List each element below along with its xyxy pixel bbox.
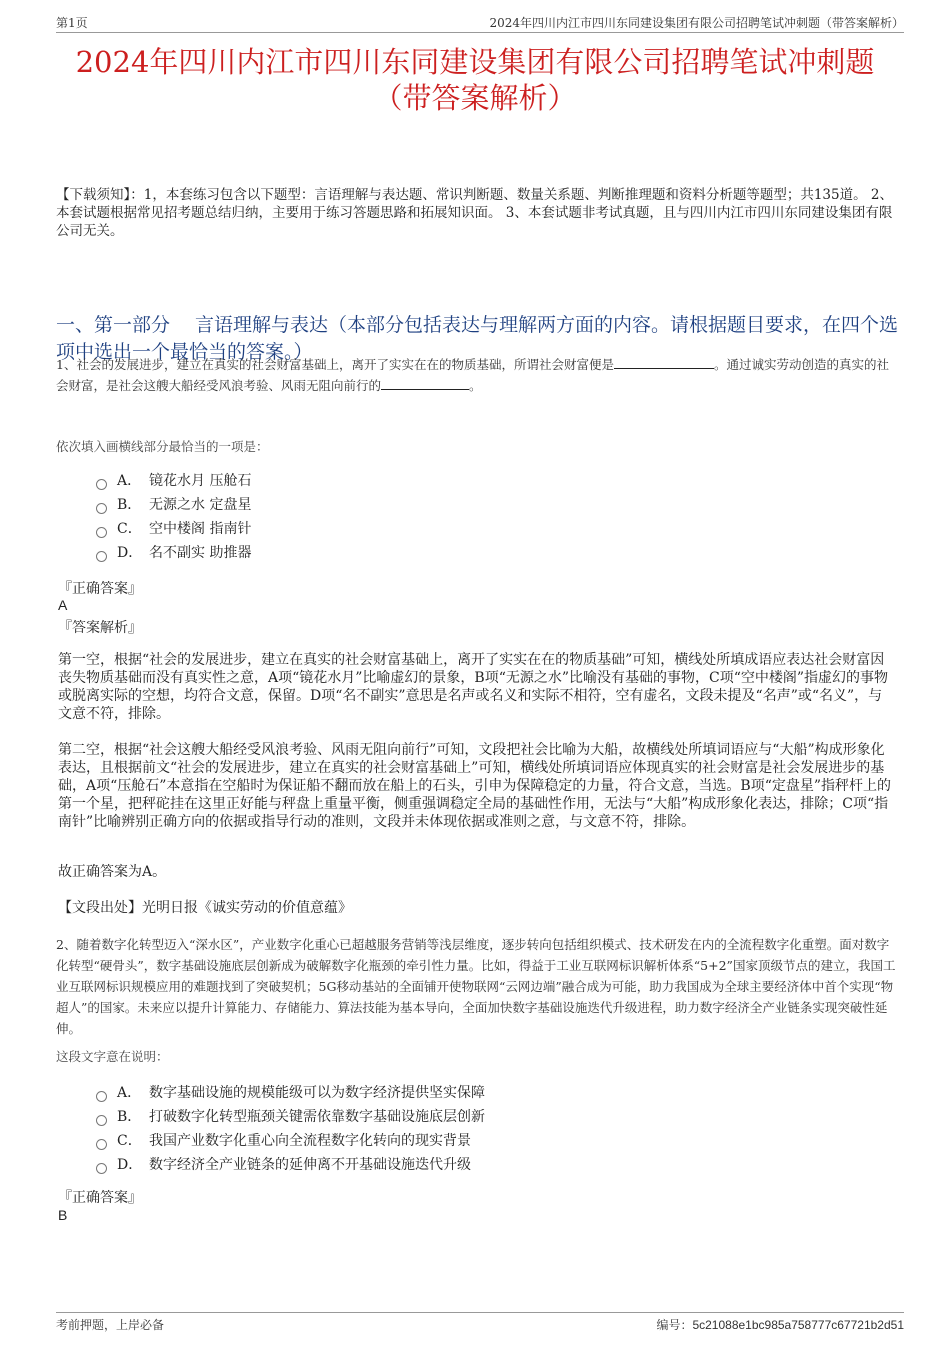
title-line-2: （带答案解析） (373, 81, 577, 115)
q1-conclusion: 故正确答案为A。 (58, 864, 167, 880)
q2-option-d[interactable] (96, 1153, 485, 1177)
title-line-1: 2024年四川内江市四川东同建设集团有限公司招聘笔试冲刺题 (75, 45, 875, 79)
q1-analysis-label: 『答案解析』 (58, 620, 142, 636)
q2-options (96, 1081, 485, 1177)
option-text: 我国产业数字化重心向全流程数字化转向的现实背景 (149, 1133, 471, 1149)
q2-option-b[interactable] (96, 1105, 485, 1129)
option-text: 无源之水 定盘星 (149, 497, 252, 513)
q2-ask: 这段文字意在说明： (56, 1049, 169, 1064)
option-text: 镜花水月 压舱石 (149, 473, 252, 489)
option-letter: D． (117, 545, 143, 561)
option-letter: D． (117, 1157, 143, 1173)
fill-blank-2 (381, 375, 469, 390)
option-text: 名不副实 助推器 (149, 545, 252, 561)
q2-option-a[interactable] (96, 1081, 485, 1105)
q1-option-a[interactable] (96, 469, 251, 493)
q1-ask: 依次填入画横线部分最恰当的一项是： (56, 439, 269, 454)
q1-stem-part-a: 1、社会的发展进步，建立在真实的社会财富基础上，离开了实实在在的物质基础，所谓社会财富便是 (56, 357, 614, 372)
footer-code-label: 编号： (656, 1318, 693, 1332)
q2-answer-label: 『正确答案』 (58, 1190, 142, 1206)
option-text: 打破数字化转型瓶颈关键需依靠数字基础设施底层创新 (149, 1109, 485, 1125)
question-2-stem: 2、随着数字化转型迈入“深水区”，产业数字化重心已超越服务营销等浅层维度，逐步转向包括组织模式、技术研发在内的全流程数字化重塑。面对数字化转型“硬骨头”，数字基础设施底层创新成为破解数字化瓶颈的牵引性力量。比如，得益于工业互联网标识解析体系“5+2”国家顶级节点的建立，我国工业互联网标识规模应用的难题找到了突破契机；5G移动基站的全面铺开使物联网“云网边端”融合成为可能，助力我国成为全球主要经济体中首个实现“物超人”的国家。未来应以提升计算能力、存储能力、算法技能为基本导向，全面加快数字基础设施迭代升级进程，助力数字经济全产业链条实现突破性延伸。 (56, 937, 896, 1036)
footer-code-value: 5c21088e1bc985a758777c67721b2d51 (692, 1318, 904, 1332)
q1-option-d[interactable] (96, 541, 251, 565)
q1-source: 【文段出处】光明日报《诚实劳动的价值意蕴》 (58, 900, 352, 916)
radio-icon[interactable] (96, 1139, 107, 1150)
document-title (40, 44, 910, 116)
q2-answer: B (58, 1207, 68, 1223)
q1-options (96, 469, 251, 565)
q1-option-b[interactable] (96, 493, 251, 517)
option-letter: A． (117, 1085, 142, 1101)
radio-icon[interactable] (96, 1091, 107, 1102)
option-letter: B． (117, 1109, 142, 1125)
page-header (56, 14, 904, 33)
q1-option-c[interactable] (96, 517, 251, 541)
option-text: 空中楼阁 指南针 (149, 521, 252, 537)
radio-icon[interactable] (96, 551, 107, 562)
q2-option-c[interactable] (96, 1129, 485, 1153)
page-number: 第1页 (56, 16, 88, 30)
radio-icon[interactable] (96, 503, 107, 514)
question-1-stem (56, 354, 901, 396)
q1-analysis-paragraph-2: 第二空，根据“社会这艘大船经受风浪考验、风雨无阻向前行”可知，文段把社会比喻为大船，故横线处所填词语应与“大船”构成形象化表达，且根据前文“社会的发展进步，建立在真实的社会财富基础上”可知，横线处所填词语应体现真实的社会财富是社会发展进步的基础，A项“压舱石”本意指在空船时为保证船不翻而放在船上的石头，引申为保障稳定的力量，符合文意，当选。B项“定盘星”指秤杆上的第一个星，把秤砣挂在这里正好能与秤盘上重量平衡，侧重强调稳定全局的基础性作用，无法与“大船”构成形象化表达，排除；C项“指南针”比喻辨别正确方向的依据或指导行动的准则，文段并未体现依据或准则之意，与文意不符，排除。 (58, 742, 892, 830)
option-letter: B． (117, 497, 142, 513)
header-doc-title: 2024年四川内江市四川东同建设集团有限公司招聘笔试冲刺题（带答案解析） (489, 16, 904, 30)
radio-icon[interactable] (96, 479, 107, 490)
q1-answer: A (58, 597, 68, 613)
page-footer (56, 1312, 904, 1333)
option-letter: C． (117, 521, 142, 537)
q1-answer-label: 『正确答案』 (58, 581, 142, 597)
section-title: 一、第一部分 言语理解与表达（本部分包括表达与理解两方面的内容。请根据题目要求，在四个选项中选出一个最恰当的答案。） (56, 314, 899, 363)
option-letter: A． (117, 473, 142, 489)
option-letter: C． (117, 1133, 142, 1149)
q1-stem-part-c: 。 (469, 378, 482, 393)
download-notice: 【下载须知】：1，本套练习包含以下题型：言语理解与表达题、常识判断题、数量关系题、判断推理题和资料分析题等题型；共135道。 2、本套试题根据常见招考题总结归纳，主要用于练习答题思路和拓展知识面。 3、本套试题非考试真题，且与四川内江市四川东同建设集团有限公司无关。 (56, 187, 893, 239)
radio-icon[interactable] (96, 527, 107, 538)
footer-slogan: 考前押题，上岸必备 (56, 1318, 165, 1332)
footer-code (656, 1316, 904, 1333)
radio-icon[interactable] (96, 1163, 107, 1174)
q1-analysis-paragraph-1: 第一空，根据“社会的发展进步，建立在真实的社会财富基础上，离开了实实在在的物质基础”可知，横线处所填成语应表达社会财富因丧失物质基础而没有真实性之意，A项“镜花水月”比喻虚幻的景象，B项“无源之水”比喻没有基础的事物，C项“空中楼阁”指虚幻的事物或脱离实际的空想，均符合文意，保留。D项“名不副实”意思是名声或名义和实际不相符，空有虚名，文段未提及“名声”或“名义”，与文意不符，排除。 (58, 652, 889, 722)
option-text: 数字基础设施的规模能级可以为数字经济提供坚实保障 (149, 1085, 485, 1101)
radio-icon[interactable] (96, 1115, 107, 1126)
fill-blank-1 (614, 354, 714, 369)
option-text: 数字经济全产业链条的延伸离不开基础设施迭代升级 (149, 1157, 471, 1173)
q1-stem-part-b: 。通过诚实劳动创造的真实的社会财富，是社会这艘大船经受风浪考验、风雨无阻向前行的 (56, 357, 889, 393)
